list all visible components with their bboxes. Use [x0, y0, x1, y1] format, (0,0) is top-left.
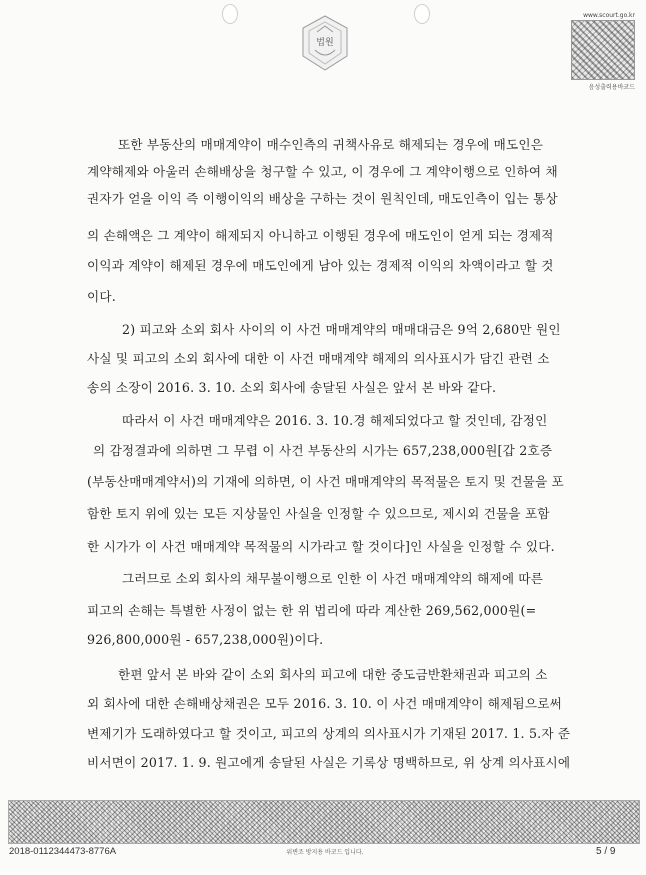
punch-hole-left: [222, 4, 238, 24]
punch-hole-right: [414, 4, 430, 24]
text-line: 그러므로 소외 회사의 채무불이행으로 인한 이 사건 매매계약의 해제에 따른: [122, 571, 544, 586]
text-line: 함한 토지 위에 있는 모든 지상물인 사실을 인정할 수 있으므로, 제시외 건물을 포함: [87, 506, 550, 521]
text-line: 한 시가가 이 사건 매매계약 목적물의 시가라고 할 것이다]인 사실을 인정할 수 있다.: [87, 539, 555, 554]
text-line: 따라서 이 사건 매매계약은 2016. 3. 10.경 해제되었다고 할 것인데, 감정인: [122, 413, 548, 428]
text-line: 926,800,000원 - 657,238,000원)이다.: [87, 632, 324, 647]
text-line: 또한 부동산의 매매계약이 매수인측의 귀책사유로 해제되는 경우에 매도인은: [118, 137, 544, 152]
text-line: 권자가 얻을 이익 즉 이행이익의 배상을 구하는 것이 원칙인데, 매도인측이 입는 통상: [87, 191, 558, 206]
anti-forgery-barcode: [8, 800, 640, 844]
barcode-block: [571, 12, 635, 91]
text-line: 외 회사에 대한 손해배상채권은 모두 2016. 3. 10. 이 사건 매매계약이 해제됨으로써: [87, 696, 562, 711]
text-line: 변제기가 도래하였다고 할 것이고, 피고의 상계의 의사표시가 기재된 2017. 1. 5.자 준: [87, 726, 571, 741]
barcode-note: 위변조 방지용 바코드 입니다.: [286, 849, 364, 856]
document-id: 2018-0112344473-8776A: [9, 846, 117, 857]
text-line: 송의 소장이 2016. 3. 10. 소외 회사에 송달된 사실은 앞서 본 바와 같다.: [87, 380, 497, 395]
barcode-url: www.scourt.go.kr: [583, 12, 635, 19]
emblem-label: 법원: [316, 38, 334, 48]
page-number: 5 / 9: [596, 846, 616, 857]
text-line: 비서면이 2017. 1. 9. 원고에게 송달된 사실은 기록상 명백하므로, 위 상계 의사표시에: [87, 755, 571, 770]
text-line: (부동산매매계약서)의 기재에 의하면, 이 사건 매매계약의 목적물은 토지 및 건물을 포: [87, 474, 564, 489]
text-line: 2) 피고와 소외 회사 사이의 이 사건 매매계약의 매매대금은 9억 2,680만 원인: [122, 322, 561, 337]
text-line: 피고의 손해는 특별한 사정이 없는 한 위 법리에 따라 계산한 269,562,000원(=: [87, 603, 537, 618]
voice-barcode: [571, 20, 635, 80]
text-line: 한편 앞서 본 바와 같이 소외 회사의 피고에 대한 중도금반환채권과 피고의 소: [118, 667, 548, 682]
text-line: 계약해제와 아울러 손해배상을 청구할 수 있고, 이 경우에 그 계약이행으로 인하여 채: [87, 164, 558, 179]
text-line: 사실 및 피고의 소외 회사에 대한 이 사건 매매계약 해제의 의사표시가 담긴 관련 소: [87, 351, 550, 366]
barcode-caption: 음성출력용바코드: [588, 84, 635, 91]
text-line: 의 손해액은 그 계약이 해제되지 아니하고 이행된 경우에 매도인이 얻게 되는 경제적: [87, 228, 554, 243]
text-line: 이익과 계약이 해제된 경우에 매도인에게 남아 있는 경제적 이익의 차액이라고 할 것: [87, 258, 554, 273]
text-line: 이다.: [87, 289, 116, 304]
text-line: 의 감정결과에 의하면 그 무렵 이 사건 부동산의 시가는 657,238,000원[갑 2호증: [93, 443, 553, 458]
court-emblem: [299, 14, 351, 72]
